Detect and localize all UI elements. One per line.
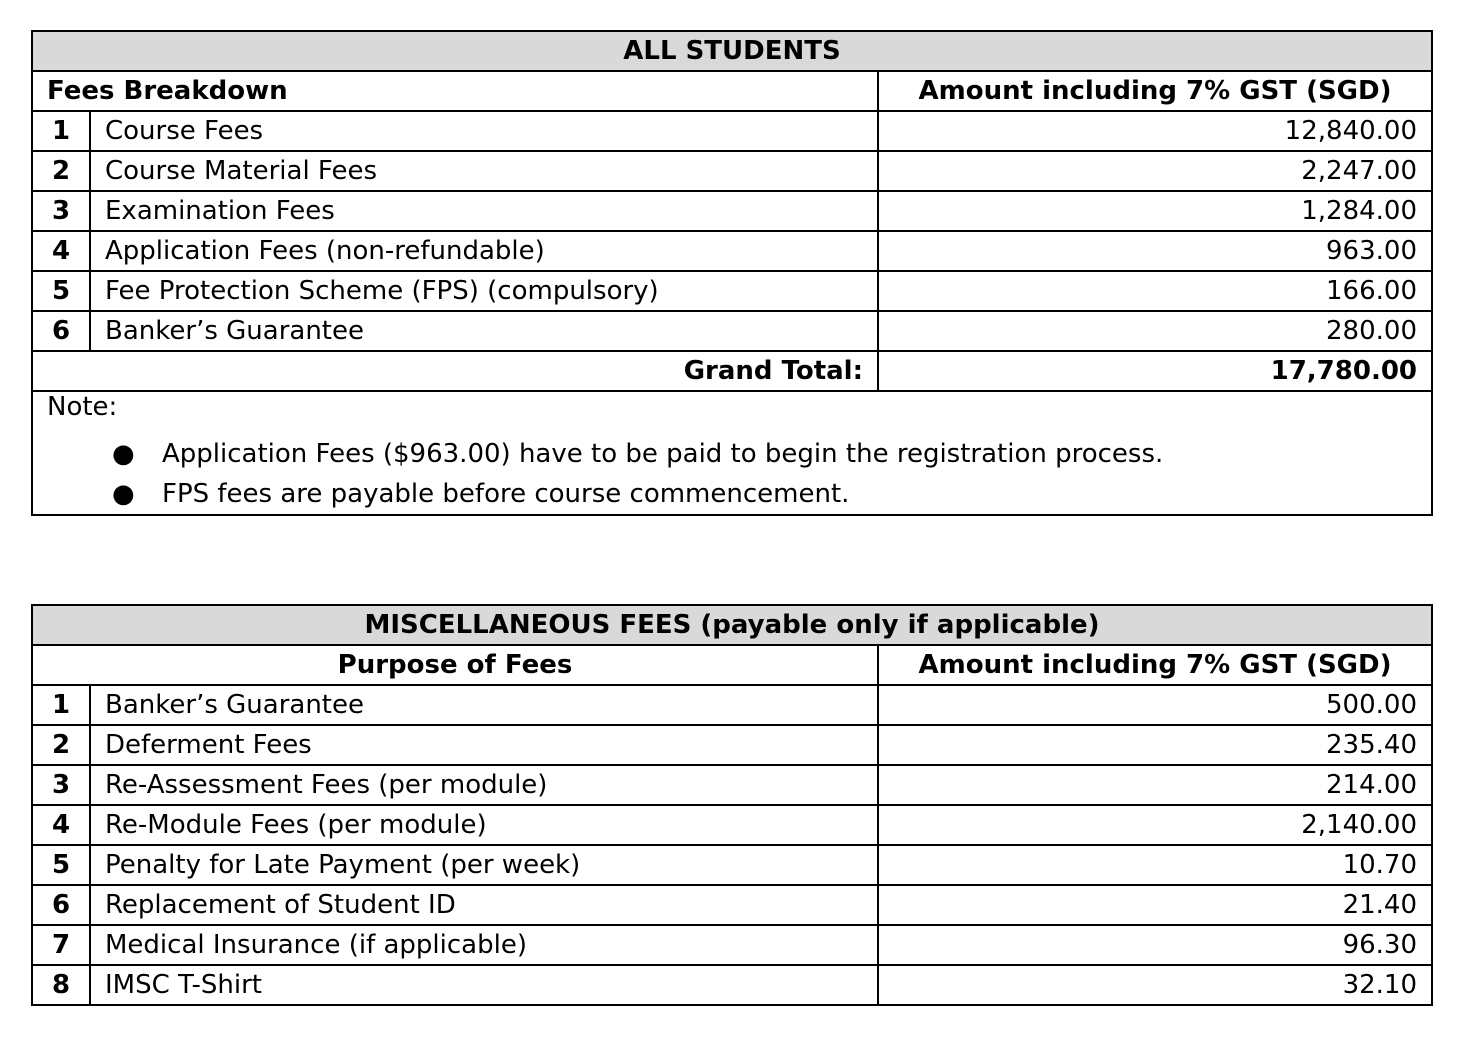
fee-description: Banker’s Guarantee xyxy=(90,685,878,725)
purpose-header: Purpose of Fees xyxy=(32,645,878,685)
fee-amount: 280.00 xyxy=(878,311,1432,351)
fee-amount: 21.40 xyxy=(878,885,1432,925)
fee-description: Application Fees (non-refundable) xyxy=(90,231,878,271)
fee-amount: 235.40 xyxy=(878,725,1432,765)
grand-total-amount: 17,780.00 xyxy=(878,351,1432,391)
fee-description: Replacement of Student ID xyxy=(90,885,878,925)
all-students-fees-table xyxy=(31,30,1433,516)
row-number: 8 xyxy=(32,965,90,1005)
table-row xyxy=(32,765,1432,805)
table-row xyxy=(32,965,1432,1005)
misc-fees-table xyxy=(31,604,1433,1006)
fee-amount: 32.10 xyxy=(878,965,1432,1005)
table-row xyxy=(32,685,1432,725)
fee-description: Re-Assessment Fees (per module) xyxy=(90,765,878,805)
row-number: 6 xyxy=(32,885,90,925)
row-number: 2 xyxy=(32,725,90,765)
row-number: 5 xyxy=(32,845,90,885)
row-number: 7 xyxy=(32,925,90,965)
note-text: Application Fees ($963.00) have to be paid to begin the registration process. xyxy=(162,439,1164,469)
note-item xyxy=(112,474,1417,514)
bullet-icon: ● xyxy=(112,479,135,509)
row-number: 3 xyxy=(32,765,90,805)
fees-breakdown-header: Fees Breakdown xyxy=(32,71,878,111)
table-row xyxy=(32,845,1432,885)
table-row xyxy=(32,725,1432,765)
fee-amount: 166.00 xyxy=(878,271,1432,311)
fee-amount: 2,247.00 xyxy=(878,151,1432,191)
note-title: Note: xyxy=(47,392,118,422)
amount-header: Amount including 7% GST (SGD) xyxy=(878,645,1432,685)
fee-description: Banker’s Guarantee xyxy=(90,311,878,351)
fee-amount: 963.00 xyxy=(878,231,1432,271)
fee-amount: 10.70 xyxy=(878,845,1432,885)
row-number: 1 xyxy=(32,685,90,725)
fee-amount: 96.30 xyxy=(878,925,1432,965)
row-number: 3 xyxy=(32,191,90,231)
fee-amount: 2,140.00 xyxy=(878,805,1432,845)
fee-description: Deferment Fees xyxy=(90,725,878,765)
row-number: 2 xyxy=(32,151,90,191)
fee-amount: 214.00 xyxy=(878,765,1432,805)
table-row xyxy=(32,311,1432,351)
table-row xyxy=(32,151,1432,191)
note-item xyxy=(112,434,1417,474)
table-row xyxy=(32,191,1432,231)
misc-fees-title: MISCELLANEOUS FEES (payable only if applicable) xyxy=(32,605,1432,645)
fee-amount: 1,284.00 xyxy=(878,191,1432,231)
note-list xyxy=(47,434,1417,514)
row-number: 4 xyxy=(32,805,90,845)
fee-amount: 12,840.00 xyxy=(878,111,1432,151)
fee-description: Penalty for Late Payment (per week) xyxy=(90,845,878,885)
bullet-icon: ● xyxy=(112,439,135,469)
all-students-title: ALL STUDENTS xyxy=(32,31,1432,71)
table-row xyxy=(32,925,1432,965)
table-row xyxy=(32,271,1432,311)
amount-header: Amount including 7% GST (SGD) xyxy=(878,71,1432,111)
row-number: 4 xyxy=(32,231,90,271)
fee-description: Medical Insurance (if applicable) xyxy=(90,925,878,965)
fee-description: Examination Fees xyxy=(90,191,878,231)
row-number: 6 xyxy=(32,311,90,351)
fee-description: Course Material Fees xyxy=(90,151,878,191)
row-number: 1 xyxy=(32,111,90,151)
note-text: FPS fees are payable before course commencement. xyxy=(162,479,850,509)
fee-description: Course Fees xyxy=(90,111,878,151)
table-row xyxy=(32,231,1432,271)
table-row xyxy=(32,805,1432,845)
table-row xyxy=(32,111,1432,151)
fee-description: Fee Protection Scheme (FPS) (compulsory) xyxy=(90,271,878,311)
grand-total-label: Grand Total: xyxy=(32,351,878,391)
fee-description: Re-Module Fees (per module) xyxy=(90,805,878,845)
fee-amount: 500.00 xyxy=(878,685,1432,725)
fee-description: IMSC T-Shirt xyxy=(90,965,878,1005)
row-number: 5 xyxy=(32,271,90,311)
note-section xyxy=(32,391,1432,515)
table-row xyxy=(32,885,1432,925)
